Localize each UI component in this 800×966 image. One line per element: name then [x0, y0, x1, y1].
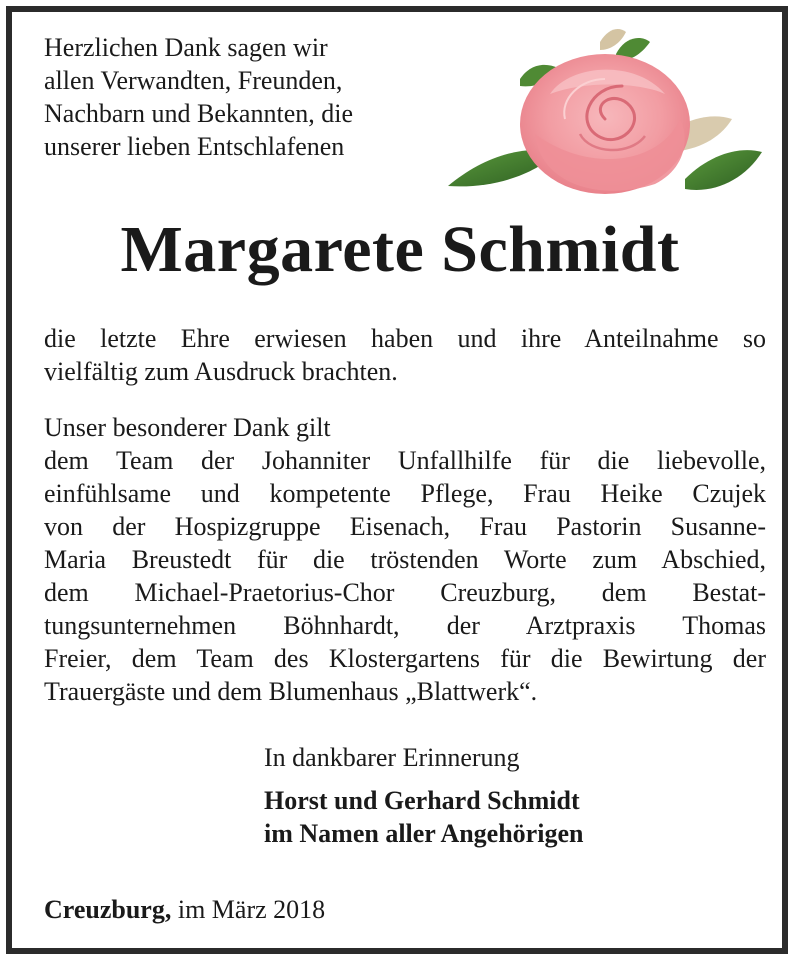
body-line: die letzte Ehre erwiesen haben und ihre Anteilnahme so	[44, 324, 766, 353]
acknowledgement-text	[44, 322, 766, 388]
place-name: Creuzburg,	[44, 895, 172, 924]
deceased-name: Margarete Schmidt	[120, 213, 680, 286]
thanks-line: von der Hospizgruppe Eisenach, Frau Pastorin Susanne-	[44, 512, 766, 541]
thanks-line: Trauergäste und dem Blumenhaus „Blattwerk“.	[44, 677, 538, 706]
special-thanks-text	[44, 411, 766, 708]
body-line: vielfältig zum Ausdruck brachten.	[44, 357, 398, 386]
signer-line: im Namen aller Angehörigen	[264, 819, 584, 848]
intro-line: Herzlichen Dank sagen wir	[44, 33, 328, 62]
intro-line: allen Verwandten, Freunden,	[44, 66, 343, 95]
thanks-line: dem Michael-Praetorius-Chor Creuzburg, dem Bestat-	[44, 578, 766, 607]
intro-line: Nachbarn und Bekannten, die	[44, 99, 354, 128]
intro-text	[44, 31, 464, 163]
intro-line: unserer lieben Entschlafenen	[44, 132, 345, 161]
signer-line: Horst und Gerhard Schmidt	[264, 786, 580, 815]
signers	[264, 784, 583, 850]
place-date-line	[44, 893, 325, 926]
thanks-line: tungsunternehmen Böhnhardt, der Arztpraxis Thomas	[44, 611, 766, 640]
thanks-line: Freier, dem Team des Klostergartens für die Bewirtung der	[44, 644, 766, 673]
thanks-line: Unser besonderer Dank gilt	[44, 413, 331, 442]
pink-rose-icon	[440, 24, 770, 214]
thanks-line: dem Team der Johanniter Unfallhilfe für die liebevolle,	[44, 446, 766, 475]
thanks-line: Maria Breustedt für die tröstenden Worte zum Abschied,	[44, 545, 766, 574]
thanks-line: einfühlsame und kompetente Pflege, Frau Heike Czujek	[44, 479, 766, 508]
closing-phrase: In dankbarer Erinnerung	[264, 743, 520, 772]
date-text: im März 2018	[177, 895, 326, 924]
